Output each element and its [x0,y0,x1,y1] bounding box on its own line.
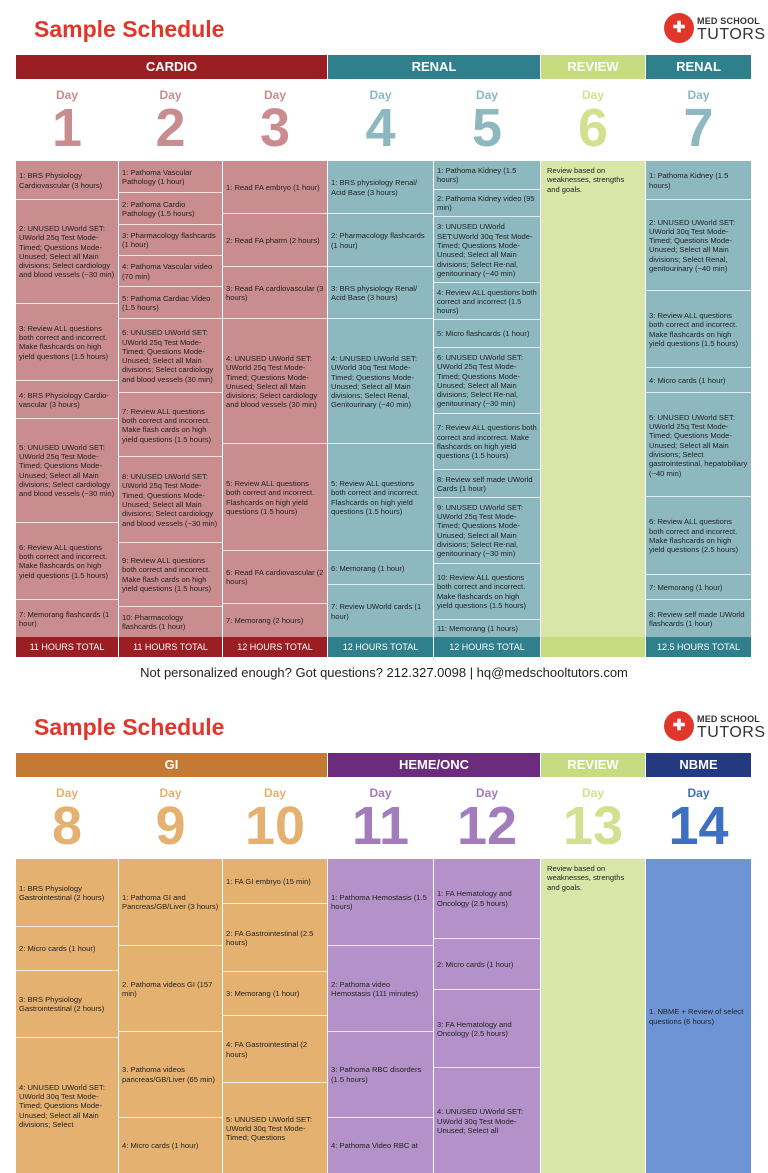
task-item [119,318,222,393]
day-header [328,80,433,160]
task-item [119,192,222,223]
task-text: 6: UNUSED UWorld SET: UWorld 25q Test Mode- Timed; Questions Mode-Unused; Select all Main divisions; Select Re-nal, genitourinary (~30 min) [437,352,523,409]
task-item [223,859,327,903]
day-column [119,55,222,657]
task-text: 10: Pharmacology flashcards (1 hour) [122,612,186,632]
task-text: 3: Memorang (1 hour) [226,989,300,999]
review-note: Review based on weaknesses, strengths and goals. [547,166,625,194]
task-text: 1: FA Hematology and Oncology (2.5 hours) [437,889,512,908]
day-header [434,778,540,858]
day-label: Day [159,88,182,102]
day-column [328,753,433,1173]
logo-line-2: TUTORS [697,724,766,741]
task-item [223,161,327,213]
task-list [434,859,540,1173]
day-number: 8 [51,796,83,856]
day-column [646,753,751,1173]
task-item [646,290,751,368]
task-text: 4: BRS Physiology Cardio-vascular (3 hours) [19,390,109,409]
task-text: 4: UNUSED UWorld SET: UWorld 25q Test Mode-Timed; Questions Mode-Unused; Select all Main divisions; Select cardiology and blood vessels (30 min) [226,354,318,410]
task-item [16,599,118,637]
task-item [16,199,118,303]
task-list [646,859,751,1173]
task-text: 5: UNUSED UWorld SET: UWorld 25q Test Mode-Timed; Questions Mode-Unused; Select all Main divisions; Select cardiology and blood vessels (~30 min) [19,442,115,499]
task-text: 6: Memorang (1 hour) [331,563,405,573]
task-item [434,347,540,413]
day-number: 10 [244,796,306,856]
task-text: 4: UNUSED UWorld SET: UWorld 30q Test Mode- Timed; Questions Mode-Unused; Select all Main divisions; Select Renal, Genitourinary (~40 min) [331,354,417,410]
task-item [223,603,327,637]
task-item [328,161,433,213]
hours-total [541,637,645,657]
task-text: 1: Pathoma Kidney (1.5 hours) [437,166,517,185]
task-item [434,189,540,217]
task-text: 3: BRS physiology Renal/ Acid Base (3 hours) [331,283,418,303]
task-text: 2: Read FA pharm (2 hours) [226,236,320,246]
day-label: Day [581,88,604,102]
category-header: NBME [646,753,751,777]
task-text: 5: UNUSED UWorld SET: UWorld 30q Test Mode-Timed; Questions [226,1114,312,1143]
task-item [119,286,222,317]
day-column [223,55,327,657]
task-list [16,161,118,637]
task-item [119,1117,222,1173]
task-text: 9: Review ALL questions both correct and incorrect. Make flash cards on high yield questions (1.5 hours) [122,556,212,593]
task-text: 7: Memorang flashcards (1 hour) [19,609,110,628]
task-text: 3: Pathoma RBC disorders (1.5 hours) [331,1065,422,1084]
task-text: 7: Review ALL questions both correct and incorrect. Make flashcards on high yield questions (1.5 hours) [437,423,537,461]
task-text: 6: UNUSED UWorld SET: UWorld 25q Test Mode-Timed; Questions Mode-Unused; Select all Main divisions; Select cardiology and blood vessels (30 min) [122,328,214,384]
task-item [646,367,751,392]
medical-cross-icon: ✚ [664,13,694,43]
task-item [119,859,222,945]
day-label: Day [475,786,498,800]
task-text: 2: Micro cards (1 hour) [437,959,514,969]
task-text: 3: Read FA cardiovascular (3 hours) [226,283,324,303]
task-list [541,161,645,637]
day-label: Day [159,786,182,800]
task-item [223,971,327,1015]
day-header [16,778,118,858]
task-item [434,1067,540,1173]
day-label: Day [263,88,286,102]
task-text: 3. Pathoma videos pancreas/GB/Liver (65 min) [122,1065,215,1084]
task-item [119,606,222,637]
task-item [16,303,118,380]
task-text: 4: Pathoma Video RBC at [331,1141,418,1151]
task-text: 1: Pathoma Kidney (1.5 hours) [649,171,729,190]
task-text: 2: Pathoma video Hemostasis (111 minutes) [331,979,419,998]
task-item [223,1082,327,1173]
task-text: 4: UNUSED UWorld SET: UWorld 30q Test Mode-Unused; Select all [437,1107,523,1135]
day-header [119,778,222,858]
task-text: 1: BRS Physiology Gastrointestinal (2 hours) [19,883,105,902]
day-header [223,778,327,858]
task-text: 6: Read FA cardiovascular (2 hours) [226,568,324,587]
task-item [16,418,118,522]
task-item [223,443,327,550]
task-item [646,859,751,1173]
contact-footer: Not personalized enough? Got questions? 212.327.0098 | hq@medschooltutors.com [140,665,628,680]
day-label: Day [263,786,286,800]
task-text: 4: Micro cards (1 hour) [649,376,726,386]
task-item [223,266,327,318]
task-text: 7: Memorang (2 hours) [226,616,304,626]
task-item [434,497,540,563]
category-header: RENAL [328,55,540,79]
category-header: CARDIO [16,55,327,79]
day-number: 7 [683,98,714,158]
task-item [328,550,433,584]
task-item [119,224,222,255]
task-text: 7: Review ALL questions both correct and incorrect. Make flash cards on high yield questions (1.5 hours) [122,406,212,444]
logo-line-1: MED SCHOOL [697,16,761,26]
task-item [223,550,327,602]
task-item [119,542,222,606]
task-text: 1: Read FA embryo (1 hour) [226,183,320,193]
task-item [434,563,540,619]
day-header [541,778,645,858]
task-text: 8: Review self made UWorld Cards (1 hour) [437,474,533,493]
task-text: 4: Pathoma Vascular video (70 min) [122,262,213,281]
task-text: 5: Review ALL questions both correct and incorrect. Flashcards on high yield questions (1.5 hours) [226,479,315,517]
day-number: 9 [155,796,186,856]
task-text: 4: UNUSED UWorld SET: UWorld 30q Test Mode-Timed; Questions Mode-Unused; Select all Main divisions; Select [19,1082,105,1129]
day-column [541,55,645,657]
task-text: 2. Pathoma videos GI (157 min) [122,979,213,998]
task-item [223,318,327,443]
task-item [119,1031,222,1117]
schedule-grid [16,55,752,657]
task-text: 2: UNUSED UWorld SET: UWorld 30q Test Mode- Timed; Questions Mode-Unused; Select all Main divisions; Select Renal, genitourinary (~40 min) [649,217,735,274]
task-list [223,161,327,637]
task-text: 5: UNUSED UWorld SET: UWorld 25q Test Mode- Timed; Questions Mode-Unused; Select all Main divisions; Select gastrointestinal, hepatobiliary (~40 min) [649,412,748,478]
category-header: HEME/ONC [328,753,540,777]
brand-logo [664,13,766,47]
task-text: 3: UNUSED UWorld SET:UWorld 30q Test Mode- Timed; Questions Mode-Unused; Select all Main divisions; Select Re-nal, genitourinary (~40 min) [437,222,533,278]
task-text: 3: BRS Physiology Gastrointestinal (2 hours) [19,994,105,1014]
task-list [119,161,222,637]
day-column [434,55,540,657]
day-header [16,80,118,160]
task-list [328,161,433,637]
task-item [119,945,222,1031]
task-item [16,926,118,970]
task-item [119,161,222,192]
logo-line-1: MED SCHOOL [697,714,761,724]
task-text: 2: Pharmacology flashcards (1 hour) [331,231,425,250]
task-text: 2: FA Gastrointestinal (2.5 hours) [226,928,314,947]
day-label: Day [687,88,710,102]
task-item [646,161,751,199]
task-text: 8: UNUSED UWorld SET: UWorld 25q Test Mode- Timed; Questions Mode-Unused; Select all Main divisions; Select cardiology and blood vessels (~30 min) [122,472,218,528]
task-text: 6: Review ALL questions both correct and incorrect. Make flashcards on high yield questions (2.5 hours) [649,517,739,555]
task-text: 6: Review ALL questions both correct and incorrect. Make flashcards on high yield questions (1.5 hours) [19,542,109,580]
task-item [16,161,118,199]
day-number: 1 [51,98,83,158]
day-label: Day [687,786,710,800]
task-item [328,213,433,265]
hours-total: 12 HOURS TOTAL [328,637,433,657]
task-text: 1: FA GI embryo (15 min) [226,876,311,886]
day-header [646,80,751,160]
day-header [328,778,433,858]
day-header [434,80,540,160]
task-item [328,266,433,318]
day-column [541,753,645,1173]
day-number: 5 [471,98,503,158]
task-text: 1: BRS physiology Renal/ Acid Base (3 hours) [331,178,418,197]
task-item [646,496,751,574]
day-label: Day [475,88,498,102]
task-item [328,318,433,443]
task-text: 3: Review ALL questions both correct and incorrect. Make flashcards on high yield questions (1.5 hours) [19,323,109,361]
day-number: 3 [259,98,291,158]
category-header: GI [16,753,327,777]
task-item [328,859,433,945]
task-item [119,456,222,541]
task-text: 7: Memorang (1 hour) [649,582,723,592]
hours-total: 11 HOURS TOTAL [16,637,118,657]
task-item [434,413,540,469]
hours-total: 12 HOURS TOTAL [223,637,327,657]
task-item [328,945,433,1031]
page-title: Sample Schedule [34,16,225,42]
task-item [328,1117,433,1173]
task-text: 2: Pathoma Kidney video (95 min) [437,194,535,213]
task-text: 3: Pharmacology flashcards (1 hour) [122,231,216,250]
task-text: 8: Review self made UWorld flashcards (1 hour) [649,609,745,628]
task-text: 5: Micro flashcards (1 hour) [437,329,530,339]
medical-cross-icon: ✚ [664,711,694,741]
task-list [328,859,433,1173]
review-note: Review based on weaknesses, strengths and goals. [547,864,625,892]
task-item [434,282,540,319]
task-text: 5: Review ALL questions both correct and incorrect. Flashcards on high yield questions (1.5 hours) [331,479,420,517]
task-text: 1: BRS Physiology Cardiovascular (3 hours) [19,171,103,190]
category-header: RENAL [646,55,751,79]
task-text: 2: UNUSED UWorld SET: UWorld 25q Test Mode-Timed; Questions Mode-Unused; Select all Main divisions; Select cardiology and blood vessels (~30 min) [19,223,115,280]
task-item [434,216,540,282]
day-label: Day [55,786,78,800]
task-text: 3: FA Hematology and Oncology (2.5 hours) [437,1019,512,1039]
task-text: 9: UNUSED UWorld SET: UWorld 25q Test Mode- Timed; Questions Mode-Unused; Select all Main divisions; Select Re-nal, genitourinary (~30 min) [437,502,523,559]
hours-total: 12 HOURS TOTAL [434,637,540,657]
task-item [434,938,540,989]
task-item [434,469,540,497]
task-list [16,859,118,1173]
task-item [16,522,118,599]
day-label: Day [369,88,392,102]
hours-total: 12.5 HOURS TOTAL [646,637,751,657]
day-header [223,80,327,160]
category-header: REVIEW [541,753,645,777]
day-number: 12 [456,796,518,856]
logo-line-2: TUTORS [697,26,766,43]
day-label: Day [55,88,78,102]
task-item [16,1037,118,1173]
day-label: Day [369,786,392,800]
day-column [434,753,540,1173]
task-item [646,574,751,599]
day-number: 11 [351,796,410,856]
day-label: Day [581,786,604,800]
task-item [119,255,222,286]
task-text: 1: Pathoma GI and Pancreas/GB/Liver (3 hours) [122,893,219,912]
schedule-page-2 [0,698,768,1151]
schedule-grid [16,753,752,1173]
day-header [119,80,222,160]
task-list [541,859,645,1173]
task-text: 7: Review UWorld cards (1 hour) [331,602,422,621]
day-number: 4 [365,98,396,158]
task-item [646,392,751,496]
task-text: 10: Review ALL questions both correct and incorrect. Make flashcards on high yield questions (1.5 hours) [437,573,527,610]
day-number: 6 [577,98,609,158]
task-text: 1. NBME + Review of select questions (6 hours) [649,1007,744,1026]
task-item [223,1015,327,1082]
day-header [541,80,645,160]
task-item [16,970,118,1037]
task-text: 1: Pathoma Hemostasis (1.5 hours) [331,893,427,912]
task-text: 1: Pathoma Vascular Pathology (1 hour) [122,167,192,187]
day-number: 14 [668,796,729,856]
task-item [16,859,118,926]
day-header [646,778,751,858]
day-column [328,55,433,657]
day-column [16,753,118,1173]
page-title: Sample Schedule [34,714,225,740]
task-item [223,213,327,265]
category-header: REVIEW [541,55,645,79]
task-list [434,161,540,637]
task-text: 5: Pathoma Cardiac Video (1.5 hours) [122,293,211,313]
task-item [223,903,327,970]
task-item [119,392,222,456]
task-item [434,859,540,938]
task-text: 3: Review ALL questions both correct and incorrect. Make flashcards on high yield questions (1.5 hours) [649,311,739,348]
day-number: 13 [562,796,624,856]
task-item [434,319,540,347]
task-item [646,599,751,637]
task-item [646,199,751,290]
day-column [16,55,118,657]
day-column [646,55,751,657]
task-text: 4: Micro cards (1 hour) [122,1141,199,1151]
day-column [223,753,327,1173]
task-item [328,584,433,636]
task-text: 11: Memorang (1 hours) [437,624,518,634]
task-item [16,380,118,418]
task-item [434,989,540,1068]
task-text: 2: Micro cards (1 hour) [19,944,96,954]
brand-logo [664,711,766,745]
task-list [119,859,222,1173]
task-item [434,161,540,189]
day-column [119,753,222,1173]
hours-total: 11 HOURS TOTAL [119,637,222,657]
day-number: 2 [155,98,186,158]
task-text: 2: Pathoma Cardio Pathology (1.5 hours) [122,199,195,219]
task-item [434,619,540,637]
task-item [328,1031,433,1117]
task-text: 4: FA Gastrointestinal (2 hours) [226,1040,308,1059]
task-list [646,161,751,637]
task-item [328,443,433,550]
task-list [223,859,327,1173]
task-text: 4: Review ALL questions both correct and incorrect (1.5 hours) [437,287,537,316]
